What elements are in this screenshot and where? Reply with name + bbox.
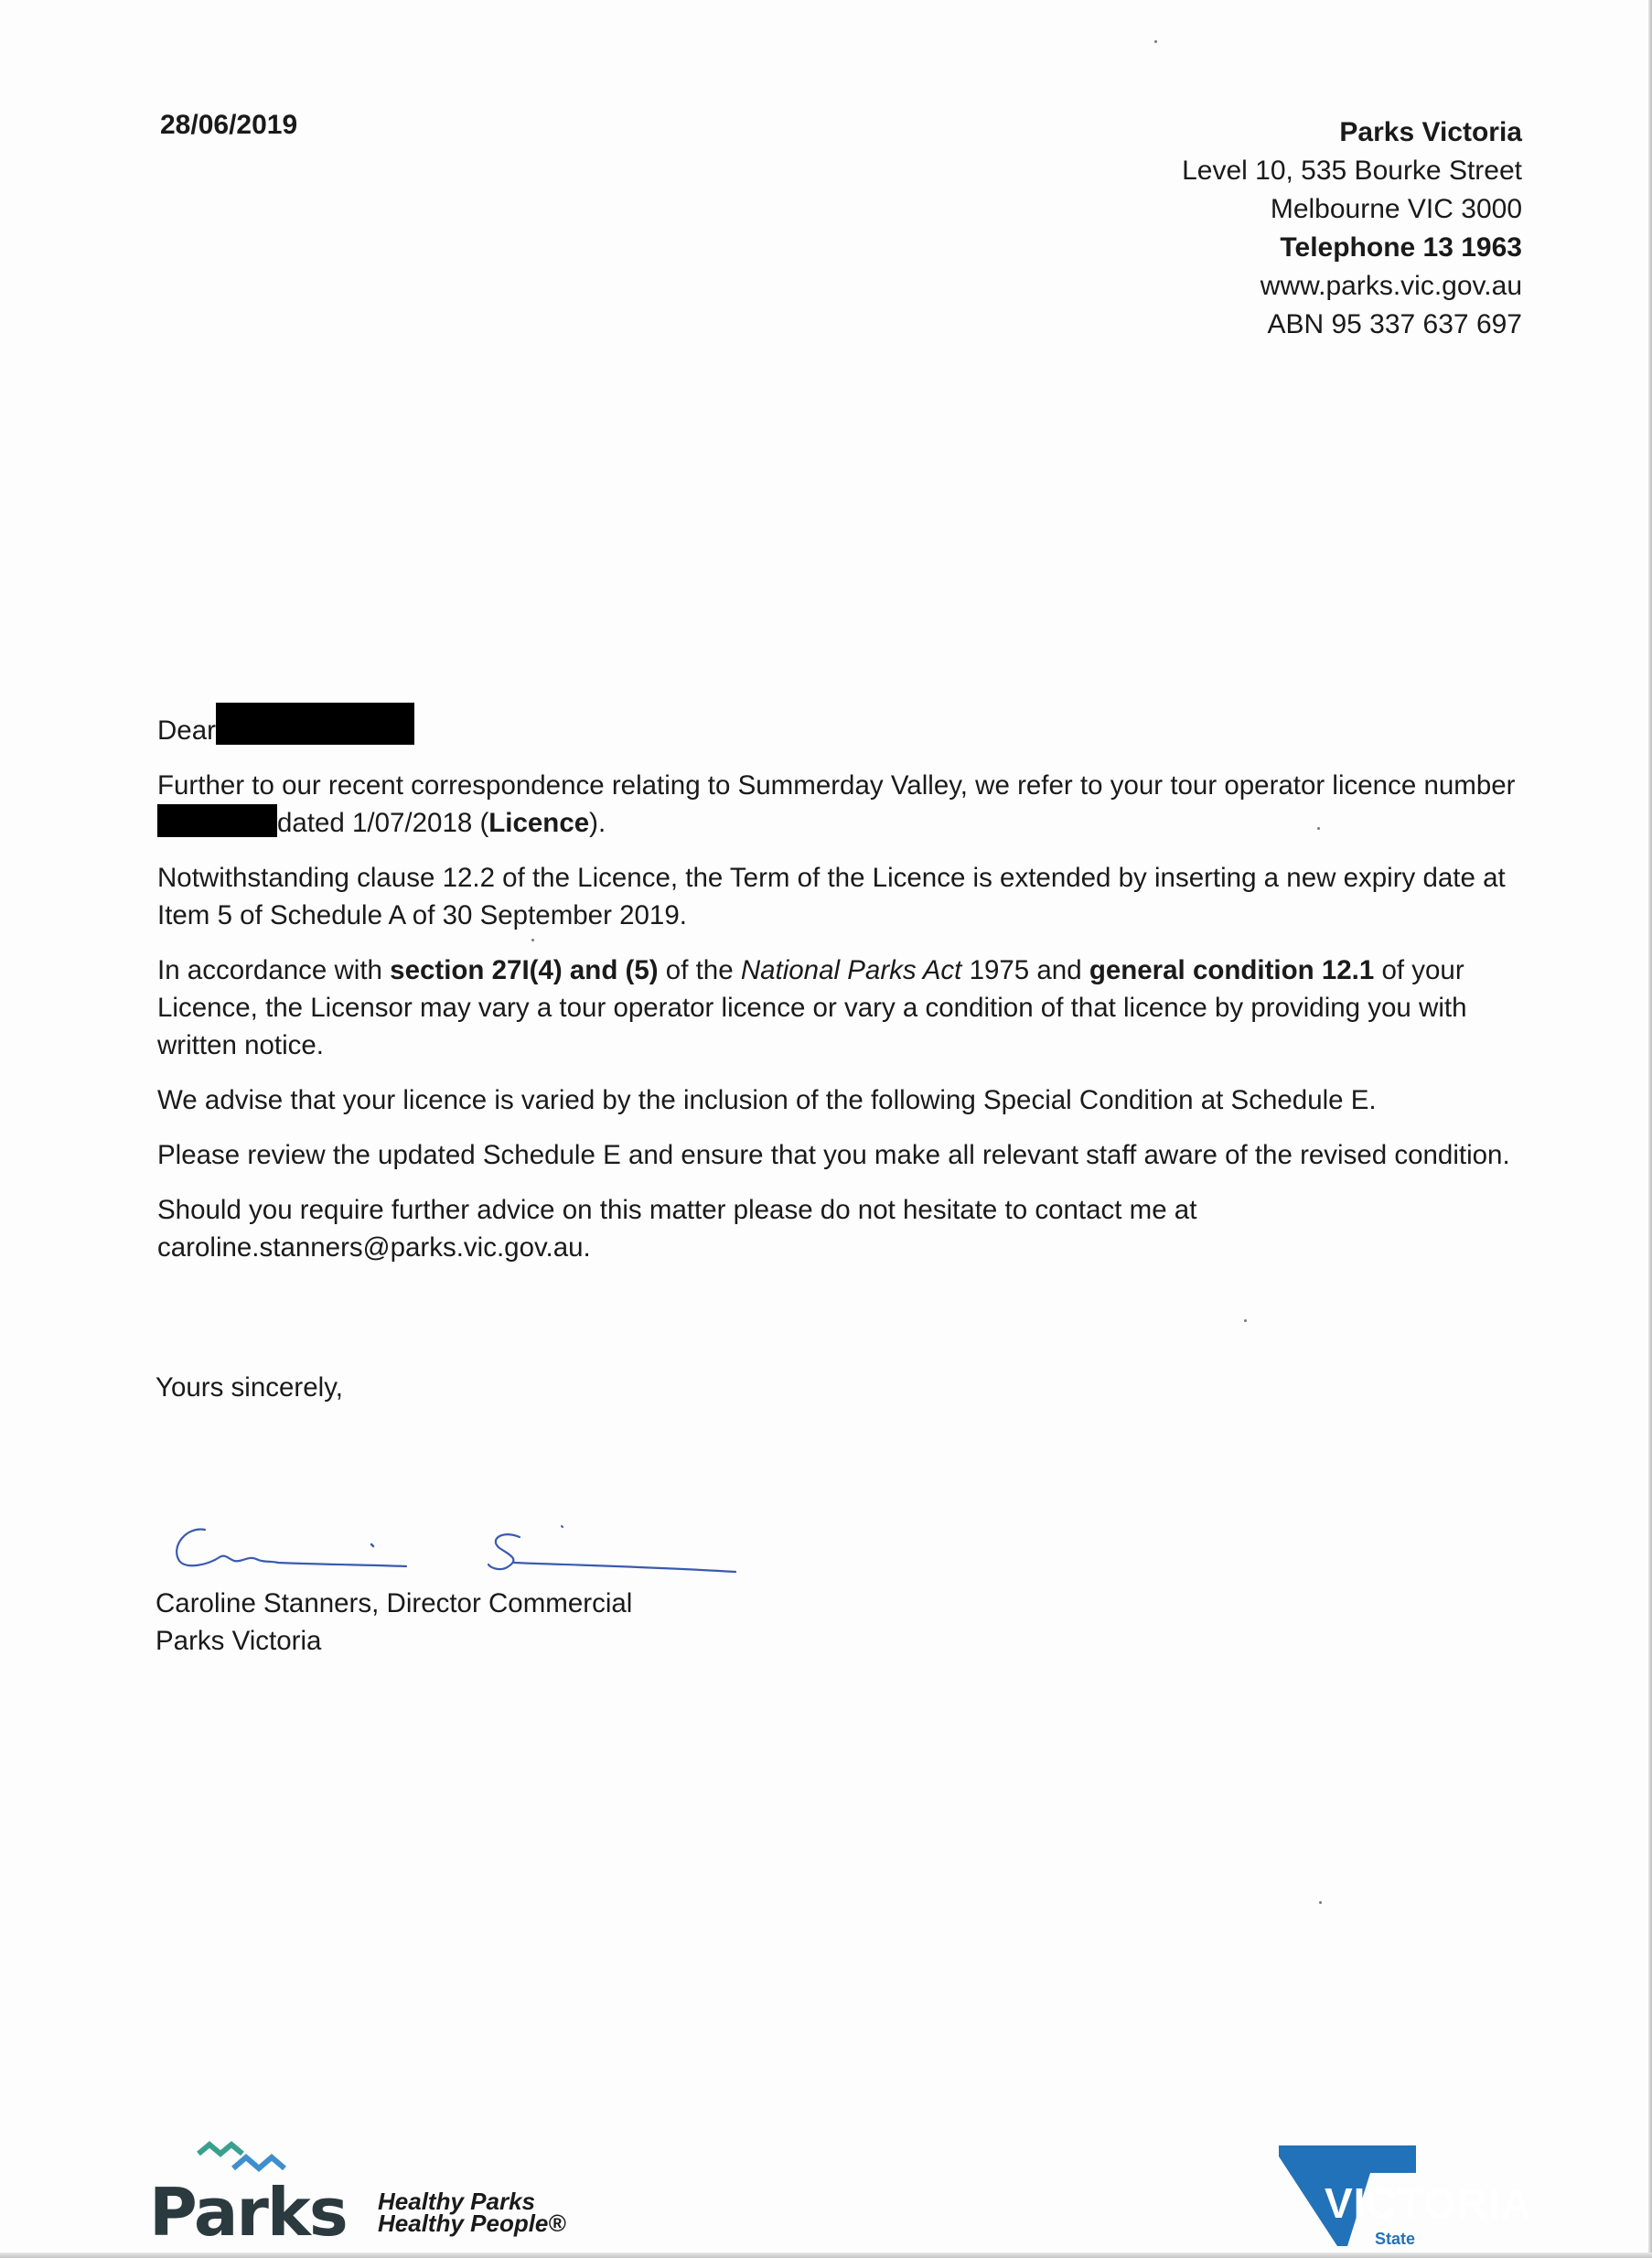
redacted-licence-number [157,804,277,837]
licence-defined-term: Licence [488,808,590,838]
victoria-logo-sub: State [1375,2230,1416,2248]
scan-edge-right [1648,0,1652,2258]
tagline-line1: Healthy Parks [378,2188,535,2215]
condition-reference: general condition 12.1 [1089,955,1375,985]
sender-address-block [1182,113,1522,344]
section-reference: section 27I(4) and (5) [390,955,659,985]
paragraph-4: We advise that your licence is varied by the inclusion of the following Special Condition at Schedule E. [157,1085,1377,1115]
scan-speck [531,939,534,941]
paragraph-1-text-a: Further to our recent correspondence relating to Summerday Valley, we refer to your tour operator licence number [157,770,1516,801]
tagline-line2: Healthy People® [378,2210,566,2237]
paragraph-1-text-c: ). [589,808,606,838]
paragraph-3-text-a: In accordance with [157,955,391,985]
salutation-text: Dear [157,715,216,746]
sender-address-line2: Melbourne VIC 3000 [1270,194,1522,224]
parks-wave-icon [197,2141,306,2177]
letter-date: 28/06/2019 [160,110,298,140]
sender-telephone: Telephone 13 1963 [1280,232,1522,263]
scan-speck [1317,827,1320,830]
paragraph-1 [157,767,1529,842]
paragraph-3-text-c: 1975 and [961,955,1089,985]
sender-org: Parks Victoria [1339,117,1522,147]
letter-body [157,703,1529,1284]
paragraph-3-text-d: of your Licence, the Licensor may vary a tour operator licence or vary a condition of that licence by providing you with written notice. [157,955,1467,1060]
redacted-recipient-name [216,703,414,745]
signatory-block [156,1585,632,1660]
paragraph-5: Please review the updated Schedule E and ensure that you make all relevant staff aware of the revised condition. [157,1140,1510,1170]
parks-logo-word: Parks [149,2174,347,2251]
paragraph-3-text-b: of the [658,955,741,985]
scan-speck [1244,1319,1247,1322]
parks-victoria-logo [149,2141,369,2251]
paragraph-6: Should you require further advice on this matter please do not hesitate to contact me at caroline.stanners@parks.vic.gov.au. [157,1195,1197,1263]
closing: Yours sincerely, [156,1372,343,1403]
scan-speck [1154,40,1157,43]
paragraph-2: Notwithstanding clause 12.2 of the Licence, the Term of the Licence is extended by inserting a new expiry date at Item 5 of Schedule A of 30 September 2019. [157,863,1506,930]
victoria-state-logo [1279,2145,1532,2253]
salutation [157,703,1529,749]
signatory-name-title: Caroline Stanners, Director Commercial [156,1588,633,1618]
sender-abn: ABN 95 337 637 697 [1267,309,1522,339]
sender-address-line1: Level 10, 535 Bourke Street [1182,156,1522,186]
healthy-parks-tagline [378,2188,566,2237]
paragraph-3 [157,952,1529,1064]
sender-website: www.parks.vic.gov.au [1260,271,1522,301]
scan-speck [1319,1901,1322,1904]
paragraph-1-text-b: dated 1/07/2018 ( [277,808,489,838]
signatory-org: Parks Victoria [156,1626,322,1656]
victoria-logo-word: VICTORIA [1325,2179,1532,2227]
handwritten-signature [168,1510,754,1583]
act-name: National Parks Act [740,955,962,985]
